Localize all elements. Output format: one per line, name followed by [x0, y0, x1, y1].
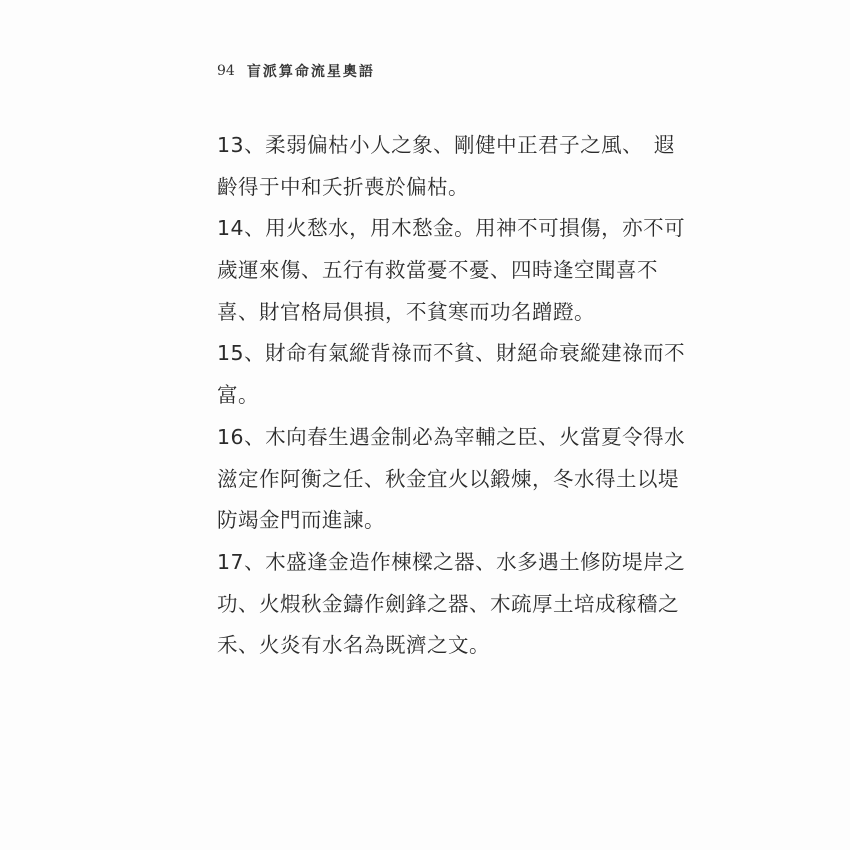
text-line: 滋定作阿衡之任、秋金宜火以鍛煉，冬水得土以堤 [217, 466, 679, 491]
text-line: 13、柔弱偏枯小人之象、剛健中正君子之風、 遐 [217, 133, 675, 157]
text-line: 喜、財官格局俱損，不貧寒而功名蹭蹬。 [217, 299, 595, 324]
book-title: 盲派算命流星奧語 [246, 64, 375, 80]
text-line: 14、用火愁水，用木愁金。用神不可損傷，亦不可 [217, 216, 686, 241]
text-line: 防竭金門而進諫。 [217, 508, 385, 533]
running-header [217, 61, 375, 81]
body-text [217, 131, 686, 673]
text-line: 17、木盛逢金造作棟樑之器、水多遇土修防堤岸之 [217, 549, 686, 574]
text-line: 富。 [217, 383, 259, 408]
page-number: 94 [217, 63, 235, 79]
text-line: 16、木向春生遇金制必為宰輔之臣、火當夏令得水 [217, 424, 686, 449]
text-line: 15、財命有氣縱背祿而不貧、財絕命衰縱建祿而不 [217, 341, 686, 366]
text-line: 功、火煆秋金鑄作劍鋒之器、木疏厚土培成稼穡之 [217, 591, 679, 616]
text-line: 齡得于中和夭折喪於偏枯。 [217, 174, 469, 199]
text-line: 禾、火炎有水名為既濟之文。 [217, 633, 490, 658]
text-line: 歲運來傷、五行有救當憂不憂、四時逢空聞喜不 [217, 258, 658, 283]
